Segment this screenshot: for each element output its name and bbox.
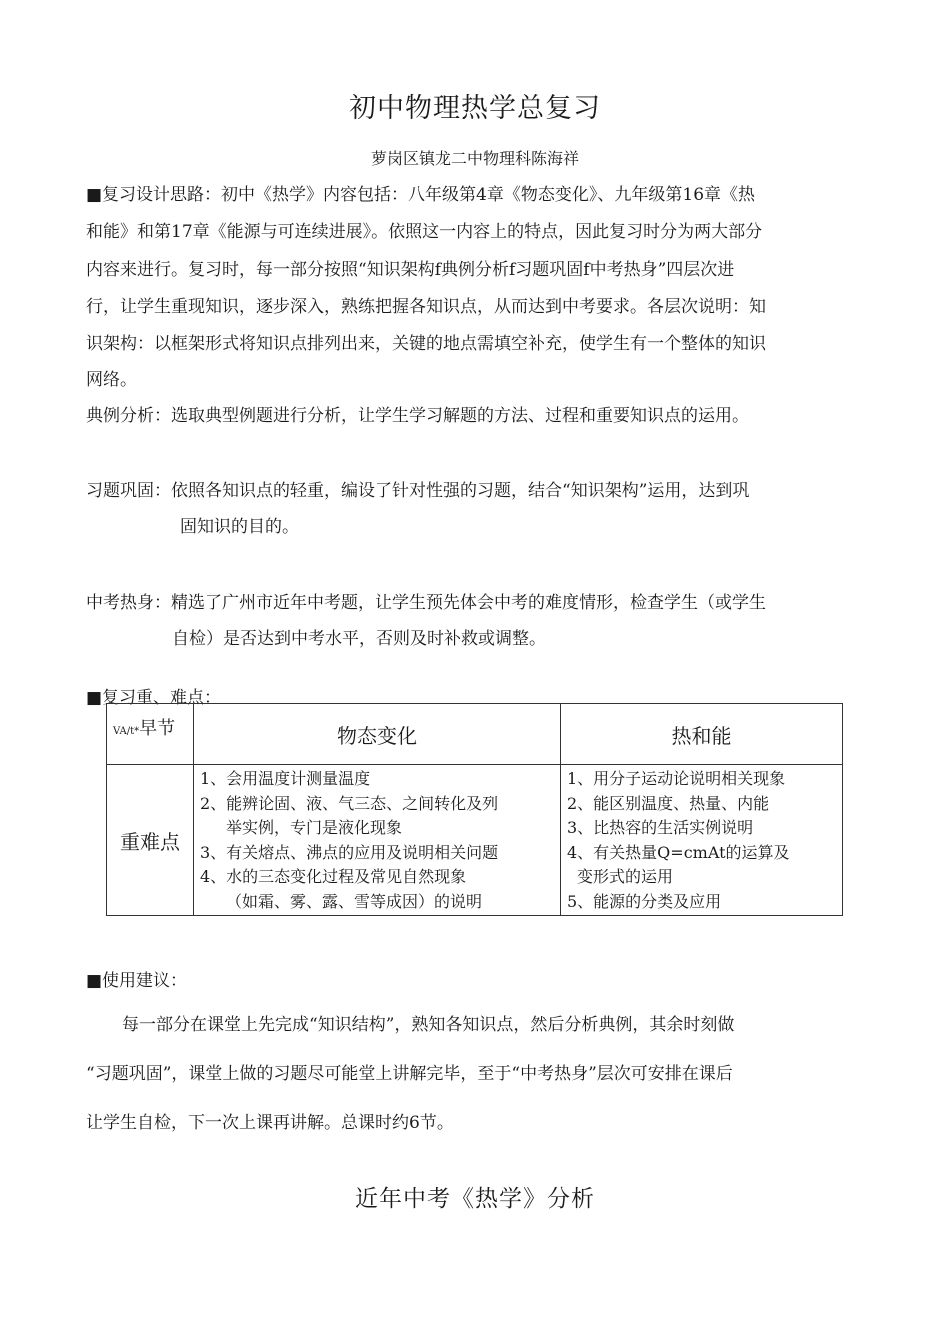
- list-item: 3、有关熔点、沸点的应用及说明相关问题: [200, 842, 499, 862]
- page-title: 初中物理热学总复习: [349, 93, 601, 124]
- corner-big-text: 早节: [139, 718, 176, 739]
- usage-line-3: 让学生自检，下一次上课再讲解。总课时约6节。: [86, 1113, 454, 1133]
- list-item: 4、水的三态变化过程及常见自然现象: [200, 867, 467, 886]
- usage-heading: ■使用建议：: [86, 971, 188, 991]
- exam-line-2: 自检）是否达到中考水平，否则及时补救或调整。: [172, 629, 546, 649]
- col-header-state-change: 物态变化: [194, 704, 561, 765]
- list-item: 4、有关热量Q=cmAt的运算及: [567, 842, 790, 862]
- section-title-exam-analysis: 近年中考《热学》分析: [355, 1186, 595, 1212]
- row-label-key-difficult: 重难点: [107, 765, 194, 916]
- list-item: 1、会用温度计测量温度: [200, 769, 371, 788]
- exam-line-1: 中考热身：精选了广州市近年中考题，让学生预先体会中考的难度情形，检查学生（或学生: [86, 593, 766, 613]
- design-line-4: 行，让学生重现知识，逐步深入，熟练把握各知识点，从而达到中考要求。各层次说明：知: [86, 297, 766, 317]
- corner-small-text: VA/t*: [113, 726, 140, 737]
- design-line-2: 和能》和第17章《能源与可连续进展》。依照这一内容上的特点，因此复习时分为两大部分: [86, 222, 763, 242]
- key-points-table: [106, 703, 843, 916]
- author-line: 萝岗区镇龙二中物理科陈海祥: [370, 149, 579, 168]
- col-header-heat-energy: 热和能: [561, 704, 843, 765]
- heat-energy-points: [561, 765, 843, 916]
- exercise-line-2: 固知识的目的。: [180, 517, 299, 537]
- list-item: 3、比热容的生活实例说明: [567, 818, 754, 837]
- list-item: 2、能区别温度、热量、内能: [567, 793, 770, 813]
- design-line-6: 网络。: [86, 370, 137, 390]
- design-line-3: 内容来进行。复习时，每一部分按照“知识架构f典例分析f习题巩固f中考热身”四层次进: [86, 260, 735, 280]
- exercise-line-1: 习题巩固：依照各知识点的轻重，编设了针对性强的习题，结合“知识架构”运用，达到巩: [86, 481, 750, 501]
- list-item: 5、能源的分类及应用: [567, 891, 722, 911]
- list-item: 举实例，专门是液化现象: [226, 818, 403, 837]
- usage-line-1: 每一部分在课堂上先完成“知识结构”，熟知各知识点，然后分析典例，其余时刻做: [122, 1015, 735, 1035]
- usage-line-2: “习题巩固”，课堂上做的习题尽可能堂上讲解完毕，至于“中考热身”层次可安排在课后: [86, 1064, 733, 1084]
- table-corner-cell: [107, 704, 194, 765]
- design-line-1: ■复习设计思路：初中《热学》内容包括：八年级第4章《物态变化》、九年级第16章《热: [86, 185, 756, 205]
- list-item: 变形式的运用: [577, 867, 674, 886]
- list-item: 2、能辨论固、液、气三态、之间转化及列: [200, 793, 499, 813]
- state-change-points: [194, 765, 561, 916]
- list-item: 1、用分子运动论说明相关现象: [567, 769, 786, 788]
- list-item: （如霜、雾、露、雪等成因）的说明: [226, 891, 483, 911]
- design-line-5: 识架构：以框架形式将知识点排列出来，关键的地点需填空补充，使学生有一个整体的知识: [86, 334, 766, 354]
- key-points-heading: ■复习重、难点：: [86, 688, 222, 708]
- example-analysis-line: 典例分析：选取典型例题进行分析，让学生学习解题的方法、过程和重要知识点的运用。: [86, 406, 749, 426]
